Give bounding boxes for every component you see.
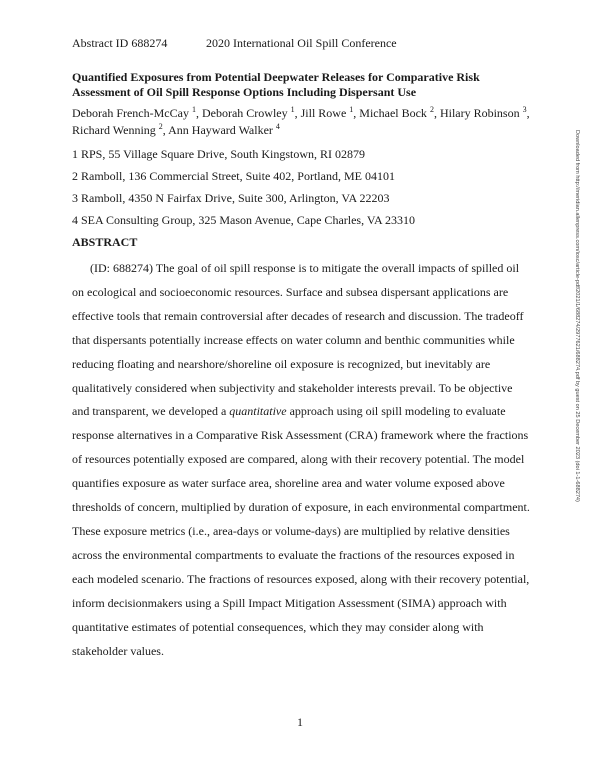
affiliation-1: 1 RPS, 55 Village Square Drive, South Kingstown, RI 02879 — [72, 147, 366, 161]
affiliation-3: 3 Ramboll, 4350 N Fairfax Drive, Suite 300, Arlington, VA 22203 — [72, 191, 390, 205]
author: Ann Hayward Walker $^4$ — [168, 122, 280, 137]
author: Michael Bock $^2$, — [359, 105, 440, 120]
affiliation-2: 2 Ramboll, 136 Commercial Street, Suite 402, Portland, ME 04101 — [72, 169, 395, 183]
author-list — [72, 105, 542, 139]
author: Deborah French-McCay $^1$, — [72, 105, 202, 120]
abstract-heading: ABSTRACT — [72, 235, 138, 249]
abstract-id: Abstract ID 688274 — [72, 36, 168, 50]
author: Hilary Robinson $^3$, — [439, 105, 530, 120]
document-page: Abstract ID 688274 2020 International Oil Spill Conference Quantified Exposures from Potential Deepwater Releases for Comparative Risk Assessment of Oil Spill Response Options Including Dispersant Use Deborah French-McCay $^1$, Deborah Crowley $^1$, Jill Rowe $^1$, Michael Bock $^2$, Hilary Robinson $^3$, Richard Wenning $^2$, Ann Hayward Walker $^4$ 1 RPS, 55 Village Square Drive, South Kingstown, RI 02879 2 Ramboll, 136 Commercial Street, Suite 402, Portland, ME 04101 3 Ramboll, 4350 N Fairfax Drive, Suite 300, Arlington, VA 22203 4 SEA Consulting Group, 325 Mason Avenue, Cape Charles, VA 23310 ABSTRACT (ID: 688274) The goal of oil spill response is to mitigate the overall impacts of spilled oil on ecological and socioeconomic resources. Surface and subsea dispersant applications are effective tools that remain controversial after decades of research and discussion. The tradeoff that dispersants potentially increase effects on water column and benthic communities while reducing floating and nearshore/shoreline oil exposure is recognized, but inevitably are qualitatively considered when subjectivity and stakeholder interests prevail. To be objective and transparent, we developed a quantitative approach using oil spill modeling to evaluate response alternatives in a Comparative Risk Assessment (CRA) framework where the fractions of resources potentially exposed are compared, along with their recovery potential. The model quantifies exposure as water surface area, shoreline area and water volume exposed above thresholds of concern, multiplied by duration of exposure, in each environmental compartment. These exposure metrics (i.e., area-days or volume-days) are multiplied by relative densities across the environmental compartments to evaluate the fractions of the resources exposed in each modeled scenario. The fractions of resources exposed, along with their recovery potential, inform decisionmakers using a Spill Impact Mitigation Assessment (SIMA) approach with quantitative estimates of potential consequences, which they may consider along with stakeholder values. Downloaded from http://meridian.allenpress.com/iosc/article-pdf/2021/1/688274/2977621/688274.pdf by guest on 25 December 2023 (doi 1-1-688274) 1 — [0, 0, 600, 776]
abstract-body: (ID: 688274) The goal of oil spill response is to mitigate the overall impacts of spilled oil on ecological and socioeconomic resources. Surface and subsea dispersant applications are effective tools that remain controversial after decades of research and discussion. The tradeoff that dispersants potentially increase effects on water column and benthic communities while reducing floating and nearshore/shoreline oil exposure is recognized, but inevitably are qualitatively considered when subjectivity and stakeholder interests prevail. To be objective and transparent, we developed a quantitative approach using oil spill modeling to evaluate response alternatives in a Comparative Risk Assessment (CRA) framework where the fractions of resources potentially exposed are compared, along with their recovery potential. The model quantifies exposure as water surface area, shoreline area and water volume exposed above thresholds of concern, multiplied by duration of exposure, in each environmental compartment. These exposure metrics (i.e., area-days or volume-days) are multiplied by relative densities across the environmental compartments to evaluate the fractions of the resources exposed in each modeled scenario. The fractions of resources exposed, along with their recovery potential, inform decisionmakers using a Spill Impact Mitigation Assessment (SIMA) approach with quantitative estimates of potential consequences, which they may consider along with stakeholder values. — [72, 261, 530, 658]
emphasis-quantitative: quantitative — [229, 404, 287, 419]
author: Richard Wenning $^2$, — [72, 122, 169, 137]
author: Deborah Crowley $^1$, — [201, 105, 301, 120]
page-number: 1 — [297, 715, 303, 729]
author: Jill Rowe $^1$, — [300, 105, 360, 120]
affiliation-4: 4 SEA Consulting Group, 325 Mason Avenue, Cape Charles, VA 23310 — [72, 213, 415, 227]
conference-name: 2020 International Oil Spill Conference — [206, 36, 397, 50]
page-header — [72, 36, 397, 51]
paper-title: Quantified Exposures from Potential Deepwater Releases for Comparative Risk Assessment of Oil Spill Response Options Including Dispersant Use — [72, 70, 480, 99]
